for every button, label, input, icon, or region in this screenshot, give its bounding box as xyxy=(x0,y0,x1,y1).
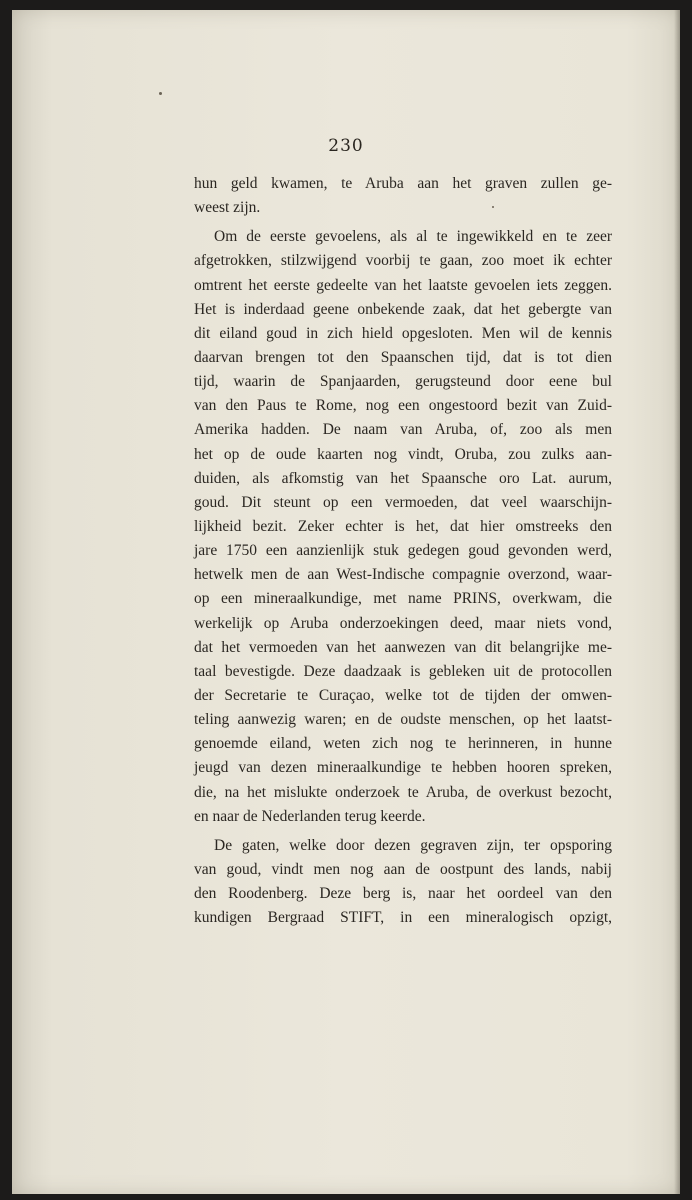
text-line: teling aanwezig waren; en de oudste menschen, op het laatst- xyxy=(194,711,612,729)
text-line: goud. Dit steunt op een vermoeden, dat veel waarschijn- xyxy=(194,493,612,511)
text-line: op een mineraalkundige, met name PRINS, overkwam, die xyxy=(194,590,612,608)
text-line: Het is inderdaad geene onbekende zaak, dat het gebergte van xyxy=(194,300,612,318)
book-page xyxy=(12,10,680,1194)
text-line: het op de oude kaarten nog vindt, Oruba, zou zulks aan- xyxy=(194,445,612,463)
text-line: dat het vermoeden van het aanwezen van dit belangrijke me- xyxy=(194,638,612,656)
speck xyxy=(159,92,162,95)
text-line: van goud, vindt men nog aan de oostpunt des lands, nabij xyxy=(194,860,612,878)
text-line: Om de eerste gevoelens, als al te ingewikkeld en te zeer xyxy=(214,228,612,246)
text-line: en naar de Nederlanden terug keerde. xyxy=(194,807,426,825)
text-line: De gaten, welke door dezen gegraven zijn, ter opsporing xyxy=(214,836,612,854)
text-line: den Roodenberg. Deze berg is, naar het oordeel van den xyxy=(194,885,612,903)
text-line: die, na het mislukte onderzoek te Aruba, de overkust bezocht, xyxy=(194,783,612,801)
text-line: taal bevestigde. Deze daadzaak is gebleken uit de protocollen xyxy=(194,662,612,680)
text-line: omtrent het eerste gedeelte van het laatste gevoelen iets zeggen. xyxy=(194,276,612,294)
body-text xyxy=(194,172,612,930)
text-line: van den Paus te Rome, nog een ongestoord bezit van Zuid- xyxy=(194,397,612,415)
text-line: Amerika hadden. De naam van Aruba, of, zoo als men xyxy=(194,421,612,439)
text-line: tijd, waarin de Spanjaarden, gerugsteund door eene bul xyxy=(194,373,612,391)
text-line: der Secretarie te Curaçao, welke tot de tijden der omwen- xyxy=(194,686,612,704)
text-line: lijkheid bezit. Zeker echter is het, dat hier omstreeks den xyxy=(194,517,612,535)
text-line: daarvan brengen tot den Spaanschen tijd, dat is tot dien xyxy=(194,348,612,366)
page-number: 230 xyxy=(328,136,364,156)
page-edge-shadow xyxy=(674,10,680,1194)
text-line: werkelijk op Aruba onderzoekingen deed, maar niets vond, xyxy=(194,614,612,632)
text-line: hetwelk men de aan West-Indische compagnie overzond, waar- xyxy=(194,566,612,584)
text-line: hun geld kwamen, te Aruba aan het graven zullen ge- xyxy=(194,175,612,192)
text-line: afgetrokken, stilzwijgend voorbij te gaan, zoo moet ik echter xyxy=(194,252,612,270)
text-line: genoemde eiland, weten zich nog te herinneren, in hunne xyxy=(194,735,612,753)
text-line: jare 1750 een aanzienlijk stuk gedegen goud gevonden werd, xyxy=(194,542,612,560)
text-line: weest zijn. xyxy=(194,199,261,217)
text-line: dit eiland goud in zich hield opgesloten. Men wil de kennis xyxy=(194,324,612,342)
text-line: kundigen Bergraad STIFT, in een mineralogisch opzigt, xyxy=(194,909,612,927)
text-line: duiden, als afkomstig van het Spaansche oro Lat. aurum, xyxy=(194,469,612,487)
text-line: jeugd van dezen mineraalkundige te hebben hooren spreken, xyxy=(194,759,612,777)
